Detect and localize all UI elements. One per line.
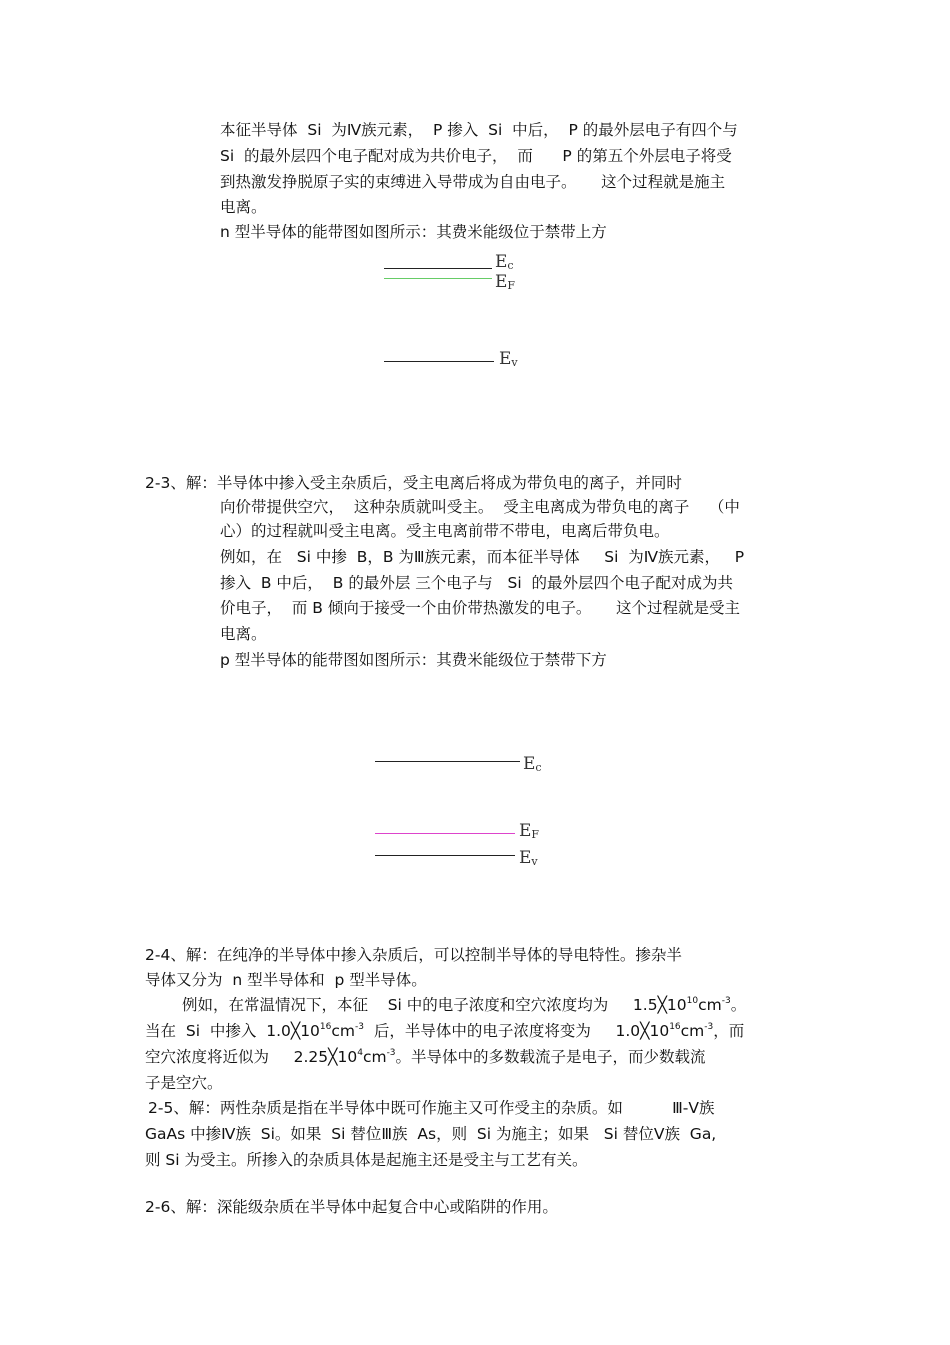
- answer-2-3-line: 例如，在 Si 中掺 B，B 为Ⅲ族元素，而本征半导体 Si 为Ⅳ族元素， P: [220, 548, 745, 566]
- answer-2-4-line: 2-4、解：在纯净的半导体中掺入杂质后，可以控制半导体的导电特性。掺杂半: [145, 946, 682, 964]
- n-type-caption: n 型半导体的能带图如图所示：其费米能级位于禁带上方: [220, 223, 607, 241]
- fermi-level-line: [375, 833, 515, 834]
- answer-2-4-line: 空穴浓度将近似为 $2.25╳10^4cm^{-3}$。半导体中的多数载流子是电子，而少数载流: [145, 1048, 706, 1066]
- p-type-caption: p 型半导体的能带图如图所示：其费米能级位于禁带下方: [220, 651, 607, 669]
- ec-label: $E_c$: [523, 754, 542, 774]
- conduction-band-line: [384, 268, 492, 269]
- donor-text-line: 电离。: [220, 198, 267, 216]
- answer-2-3-line: 2-3、解：半导体中掺入受主杂质后，受主电离后将成为带负电的离子，并同时: [145, 474, 682, 492]
- answer-2-3-line: 向价带提供空穴， 这种杂质就叫受主。 受主电离成为带负电的离子 （中: [220, 498, 740, 516]
- answer-2-3-line: 电离。: [220, 625, 267, 643]
- answer-2-5-line: 则 Si 为受主。所掺入的杂质具体是起施主还是受主与工艺有关。: [145, 1151, 588, 1169]
- fermi-level-line: [384, 278, 492, 279]
- answer-2-3-line: 价电子， 而 B 倾向于接受一个由价带热激发的电子。 这个过程就是受主: [220, 599, 740, 617]
- valence-band-line: [375, 855, 515, 856]
- ef-label: $E_F$: [495, 272, 516, 292]
- ev-label: $E_v$: [519, 848, 538, 868]
- answer-2-5-line: GaAs 中掺Ⅳ族 Si。如果 Si 替位Ⅲ族 As，则 Si 为施主；如果 Si 替位Ⅴ族 Ga,: [145, 1125, 717, 1143]
- answer-2-6-line: 2-6、解：深能级杂质在半导体中起复合中心或陷阱的作用。: [145, 1198, 558, 1216]
- answer-2-5-line: 2-5、解：两性杂质是指在半导体中既可作施主又可作受主的杂质。如 Ⅲ-Ⅴ族: [148, 1099, 715, 1117]
- ev-label: $E_v$: [499, 349, 518, 369]
- answer-2-4-line: 子是空穴。: [145, 1074, 223, 1092]
- answer-2-4-line: 当在 Si 中掺入 $1.0╳10^{16}cm^{-3}$ 后，半导体中的电子浓度将变为 $1.0╳10^{16}cm^{-3}$，而: [145, 1022, 745, 1040]
- donor-text-line: 到热激发挣脱原子实的束缚进入导带成为自由电子。 这个过程就是施主: [220, 173, 726, 191]
- answer-2-3-line: 掺入 B 中后， B 的最外层 三个电子与 Si 的最外层四个电子配对成为共: [220, 574, 734, 592]
- answer-2-4-line: 例如，在常温情况下，本征 Si 中的电子浓度和空穴浓度均为 $1.5╳10^{10}cm^{-3}$。: [182, 996, 747, 1014]
- ef-label: $E_F$: [519, 821, 540, 841]
- ec-label: $E_c$: [495, 252, 514, 272]
- conduction-band-line: [375, 761, 520, 762]
- donor-text-line: 本征半导体 Si 为Ⅳ族元素， P 掺入 Si 中后， P 的最外层电子有四个与: [220, 121, 738, 139]
- answer-2-3-line: 心）的过程就叫受主电离。受主电离前带不带电，电离后带负电。: [220, 522, 670, 540]
- valence-band-line: [384, 361, 494, 362]
- donor-text-line: Si 的最外层四个电子配对成为共价电子， 而 P 的第五个外层电子将受: [220, 147, 732, 165]
- answer-2-4-line: 导体又分为 n 型半导体和 p 型半导体。: [145, 971, 427, 989]
